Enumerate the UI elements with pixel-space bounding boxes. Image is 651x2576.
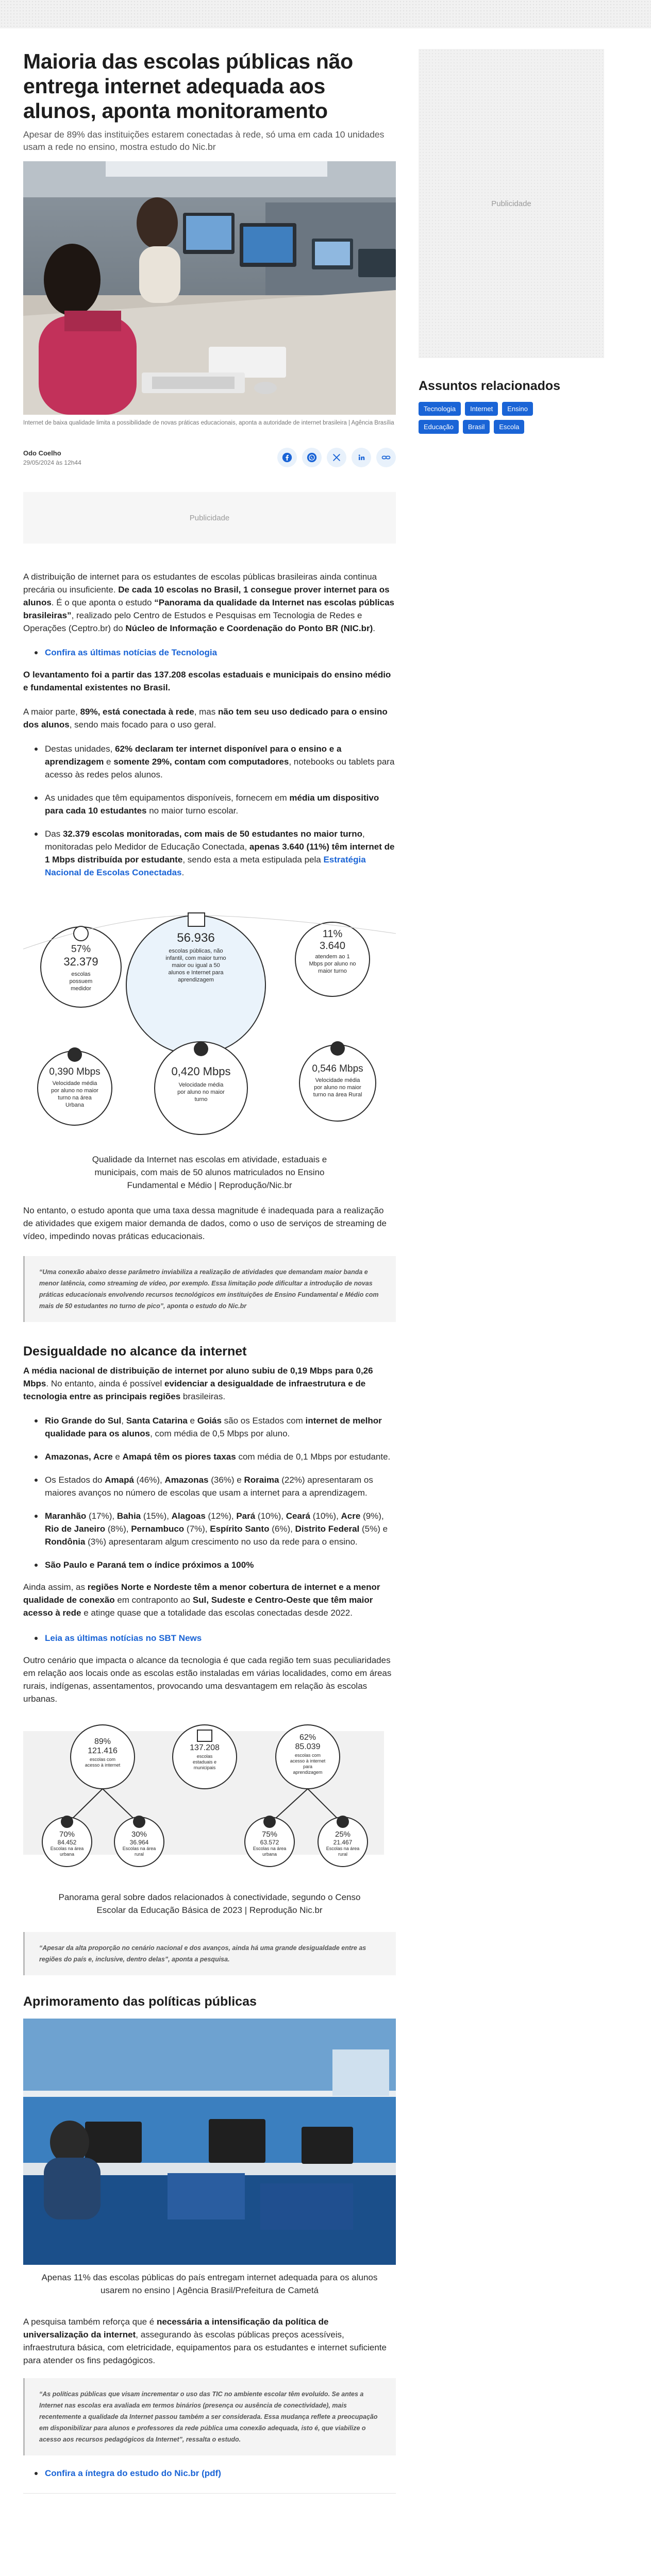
computer-lab-illustration: [23, 2019, 396, 2265]
classroom-illustration: [23, 161, 396, 415]
text: , mas: [194, 707, 218, 717]
text: e: [112, 1452, 123, 1462]
bold-text: Santa Catarina: [126, 1416, 188, 1426]
stat-average-speed: [155, 1065, 247, 1103]
link-full-study-pdf[interactable]: Confira a íntegra do estudo do Nic.br (pdf): [45, 2468, 221, 2478]
list-item: [23, 1450, 396, 1463]
text: , monitoradas pelo Medidor de Educação Conectada,: [45, 829, 365, 852]
paragraph-policy: [23, 2315, 396, 2367]
text: (6%),: [269, 1524, 295, 1534]
bold-text: A média nacional de distribuição de internet por aluno subiu de 0,19 Mbps para 0,26 Mbps: [23, 1366, 373, 1388]
text: . É o que aponta o estudo: [51, 598, 155, 607]
text: com média de 0,1 Mbps por estudante.: [236, 1452, 391, 1462]
stat-percent: 25%: [335, 1830, 351, 1839]
bullet-list-states: [23, 1414, 396, 1571]
article-body: [23, 570, 396, 2494]
paragraph-rural: Outro cenário que impacta o alcance da tecnologia é que cada região tem suas peculiaridades em relação aos locais onde as escolas estão instaladas em várias localidades, como em áreas rurais, indígenas, assentamentos, provocando uma desvantagem em relação às escolas urbanas.: [23, 1655, 392, 1704]
text: .: [373, 623, 375, 633]
farm-icon: [133, 1816, 145, 1828]
byline-row: [23, 448, 396, 467]
stat-number: 3.640: [319, 940, 346, 952]
school-icon: [188, 913, 205, 926]
stat-percent: 70%: [59, 1830, 75, 1839]
stat-label: escolas estaduais e municipais: [192, 1754, 217, 1770]
bold-text: Distrito Federal: [295, 1524, 360, 1534]
stat-meeting-goal: [295, 928, 370, 975]
text: (15%),: [141, 1511, 172, 1521]
paragraph-survey: [23, 668, 396, 694]
bold-text: apenas 3.640 (11%) têm internet de 1 Mbps distribuída por estudante: [45, 842, 395, 865]
stat-rural-access: [119, 1830, 160, 1857]
speed-icon: [194, 1042, 208, 1056]
text: Destas unidades,: [45, 744, 115, 754]
link-latest-tech-news[interactable]: Confira as últimas notícias de Tecnologia: [45, 648, 218, 657]
text: (5%) e: [359, 1524, 388, 1534]
text: brasileiras.: [180, 1392, 226, 1401]
stat-urban-speed: [38, 1066, 112, 1109]
text: (9%),: [360, 1511, 384, 1521]
infographic-connectivity-overview: [23, 1721, 396, 1891]
bold-text: Ceará: [286, 1511, 310, 1521]
list-item: [23, 1510, 396, 1548]
stat-number: 56.936: [177, 931, 215, 945]
bold-text: Bahia: [116, 1511, 141, 1521]
stat-percent: 30%: [131, 1830, 147, 1839]
school-icon: [197, 1730, 212, 1741]
stat-label: Escolas na área urbana: [253, 1846, 287, 1857]
text: (8%),: [105, 1524, 131, 1534]
stat-number: 137.208: [190, 1743, 220, 1752]
section-heading: Desigualdade no alcance da internet: [23, 1344, 247, 1359]
paragraph-national-average: [23, 1364, 396, 1403]
hero-photo: [23, 161, 396, 415]
stat-value: 0,420 Mbps: [171, 1065, 231, 1078]
top-banner-ad: [0, 0, 651, 28]
text: e: [104, 757, 114, 767]
text: , assegurando às escolas públicas preços acessíveis, infraestrutura básica, com eletricidade, equipamentos para os estudantes e internet suficiente para atender os fins pedagógicos.: [23, 2330, 387, 2365]
bold-text: 89%, está conectada à rede: [80, 707, 194, 717]
x-icon[interactable]: [327, 448, 346, 467]
inline-ad: Publicidade: [23, 492, 396, 544]
paragraph-regions: [23, 1581, 396, 1619]
list-item: [23, 1414, 396, 1440]
list-item: [23, 1473, 396, 1499]
stat-label: escolas públicas, não infantil, com maior turno maior ou igual a 50 alunos e Internet para aprendizagem: [165, 948, 226, 983]
text: (17%),: [86, 1511, 117, 1521]
bold-text: O levantamento foi a partir das 137.208 escolas estaduais e municipais do ensino médio e fundamental existentes no Brasil.: [23, 670, 391, 692]
section-heading: Aprimoramento das políticas públicas: [23, 1994, 257, 2009]
bold-text: Alagoas: [171, 1511, 206, 1521]
stat-percent: 57%: [71, 944, 91, 955]
text: As unidades que têm equipamentos disponíveis, fornecem em: [45, 793, 290, 803]
photo-caption: Apenas 11% das escolas públicas do país entregam internet adequada para os alunos usarem no ensino | Agência Brasil/Prefeitura de Cametá: [41, 2273, 378, 2295]
bold-text: Pernambuco: [131, 1524, 185, 1534]
text: (10%),: [310, 1511, 341, 1521]
stat-label: Velocidade média por aluno no maior turno na área Rural: [313, 1077, 362, 1098]
text: .: [181, 868, 185, 877]
bold-text: regiões Norte e Nordeste têm a menor cobertura de internet e a menor qualidade de conexão: [23, 1582, 380, 1605]
author-name[interactable]: Odo Coelho: [23, 449, 61, 457]
city-icon: [61, 1816, 73, 1828]
stat-urban-learning: [249, 1830, 290, 1857]
stat-value: 0,546 Mbps: [312, 1063, 363, 1074]
bold-text: Pará: [236, 1511, 256, 1521]
hero-caption: Internet de baixa qualidade limita a possibilidade de novas práticas educacionais, aponta a autoridade de internet brasileira | Agência Brasília: [23, 420, 394, 426]
stat-percent: 75%: [261, 1830, 278, 1839]
bold-text: Roraima: [244, 1475, 279, 1485]
bold-text: Rondônia: [45, 1537, 86, 1547]
bold-text: Amazonas, Acre: [45, 1452, 113, 1462]
text: A pesquisa também reforça que é: [23, 2317, 157, 2327]
tag-tecnologia[interactable]: Tecnologia: [419, 402, 461, 416]
paragraph-intro: [23, 570, 396, 635]
stat-number: 121.416: [88, 1747, 118, 1755]
facebook-icon[interactable]: [277, 448, 297, 467]
stat-number: 21.467: [333, 1839, 353, 1846]
quote-block: [23, 2378, 396, 2455]
tag-brasil[interactable]: Brasil: [463, 420, 490, 434]
stat-internet-access: [77, 1737, 128, 1768]
bold-text: Sul, Sudeste e Centro-Oeste que têm maior acesso à rede: [23, 1595, 373, 1618]
link-connected-schools-strategy[interactable]: Estratégia Nacional de Escolas Conectadas: [45, 855, 366, 877]
quote-text: “As políticas públicas que visam incrementar o uso das TIC no ambiente escolar têm evoluído. Se antes a Internet nas escolas era avaliada em termos binários (presença ou ausência de conectividade), mais recentemente a qualidade da Internet passou também a ser considerada. Essa mudança reflete a preocupação em disponibilizar para alunos e professores da rede pública uma conexão adequada, isto é, que viabilize o acesso aos recursos pedagógicos da Internet”, ressalta o estudo.: [39, 2391, 378, 2443]
list-item: [23, 742, 396, 781]
stat-rural-speed: [299, 1063, 376, 1098]
text: , com média de 0,5 Mbps por aluno.: [150, 1429, 290, 1438]
stat-label: Escolas na área rural: [122, 1846, 156, 1857]
stat-label: Velocidade média por aluno no maior turno na área Urbana: [51, 1080, 98, 1108]
article: [23, 49, 396, 2494]
list-item: [23, 791, 396, 817]
stat-label: escolas com acesso à internet: [85, 1757, 121, 1768]
paragraph-streaming: No entanto, o estudo aponta que uma taxa dessa magnitude é inadequada para a realização de atividades que exigem maior demanda de dados, como o uso de serviços de streaming de vídeo, impedindo novas práticas educacionais.: [23, 1206, 387, 1241]
bold-text: Maranhão: [45, 1511, 87, 1521]
quote-block: [23, 1932, 396, 1975]
infographic-caption: Qualidade da Internet nas escolas em atividade, estaduais e municipais, com mais de 50 alunos matriculados no Ensino Fundamental e Médio | Reprodução/Nic.br: [92, 1155, 327, 1190]
text: (7%),: [184, 1524, 210, 1534]
text: em contraponto ao: [114, 1595, 193, 1605]
stat-label: atendem ao 1 Mbps por aluno no maior turno: [309, 954, 356, 974]
infographic-internet-quality: [23, 903, 396, 1150]
bold-text: média um dispositivo para cada 10 estudantes: [45, 793, 379, 816]
divider: [23, 2493, 396, 2494]
text: (36%) e: [208, 1475, 244, 1485]
text: são os Estados com: [221, 1416, 306, 1426]
tag-escola[interactable]: Escola: [494, 420, 524, 434]
bold-text: 32.379 escolas monitoradas, com mais de 50 estudantes no maior turno: [62, 829, 363, 839]
bold-text: somente 29%, contam com computadores: [113, 757, 289, 767]
city-icon: [263, 1816, 276, 1828]
text: , realizado pelo Centro de Estudos e Pesquisas em Tecnologia de Redes e Operações (Ceptro.br) do: [23, 611, 362, 633]
bold-text: Espírito Santo: [210, 1524, 270, 1534]
text: , sendo esta a meta estipulada pela: [182, 855, 324, 865]
speed-icon: [330, 1041, 345, 1056]
bold-text: Rio Grande do Sul: [45, 1416, 122, 1426]
stat-label: escolas com acesso à internet para aprendizagem: [290, 1753, 326, 1775]
stat-total-schools: [179, 1743, 230, 1771]
bold-text: Goiás: [197, 1416, 222, 1426]
tag-ensino[interactable]: Ensino: [502, 402, 533, 416]
stat-learning-access: [282, 1733, 333, 1775]
article-photo: [23, 2019, 396, 2265]
stat-number: 63.572: [260, 1839, 279, 1846]
subtitle: Apesar de 89% das instituições estarem conectadas à rede, só uma em cada 10 unidades usam a rede no ensino, mostra estudo do Nic.br: [23, 129, 385, 152]
link-icon[interactable]: [376, 448, 396, 467]
bold-text: não tem seu uso dedicado para o ensino dos alunos: [23, 707, 388, 730]
text: Ainda assim, as: [23, 1582, 88, 1592]
text: , notebooks ou tablets para acesso às redes pelos alunos.: [45, 757, 395, 779]
stat-label: escolas possuem medidor: [69, 971, 93, 992]
quote-text: “Apesar da alta proporção no cenário nacional e dos avanços, ainda há uma grande desigualdade entre as regiões do país e, inclusive, dentro delas”, aponta a pesquisa.: [39, 1944, 366, 1963]
text: no maior turno escolar.: [146, 806, 239, 816]
stat-percent: 89%: [94, 1737, 111, 1746]
bold-text: necessária a intensificação da política de universalização da internet: [23, 2317, 329, 2340]
bold-text: De cada 10 escolas no Brasil, 1 consegue prover internet para os alunos: [23, 585, 390, 607]
stat-value: 0,390 Mbps: [49, 1066, 101, 1077]
quote-block: [23, 1256, 396, 1322]
tag-list: [419, 402, 573, 434]
stat-rural-learning: [322, 1830, 363, 1857]
stat-number: 85.039: [295, 1742, 321, 1751]
text: (12%),: [205, 1511, 237, 1521]
publish-date: 29/05/2024 às 12h44: [23, 459, 81, 466]
stat-number: 32.379: [63, 955, 98, 968]
bullet-list-stats: [23, 742, 396, 879]
text: (46%),: [133, 1475, 165, 1485]
bold-text: 62% declaram ter internet disponível para o ensino e a aprendizagem: [45, 744, 342, 767]
stat-percent: 62%: [299, 1733, 316, 1742]
related-link-list: [23, 646, 396, 659]
stat-number: 84.452: [57, 1839, 77, 1846]
share-bar: [277, 448, 396, 467]
list-item: [23, 827, 396, 879]
text: Os Estados do: [45, 1475, 105, 1485]
stat-percent: 11%: [322, 928, 343, 940]
text: (10%),: [255, 1511, 286, 1521]
stat-urban-access: [46, 1830, 88, 1857]
quote-text: “Uma conexão abaixo desse parâmetro inviabiliza a realização de atividades que demandam maior banda e menor latência, como streaming de vídeo, por exemplo. Essa limitação pode dificultar a introdução de novas práticas educacionais envolvendo recursos tecnológicos em instituições de Ensino Fundamental e Médio com mais de 50 estudantes no turno de pico”, aponta o estudo do Nic.br: [39, 1268, 379, 1310]
sidebar: [419, 49, 604, 434]
text: A distribuição de internet para os estudantes de escolas públicas brasileiras ainda continua precária ou insuficiente.: [23, 572, 377, 595]
text: , sendo mais focado para o uso geral.: [69, 720, 216, 730]
tag-internet[interactable]: Internet: [465, 402, 498, 416]
headline: Maioria das escolas públicas não entrega internet adequada aos alunos, aponta monitoramento: [23, 49, 353, 123]
bold-text: Amazonas: [164, 1475, 209, 1485]
text: ,: [121, 1416, 126, 1426]
paragraph-connected: [23, 705, 396, 731]
gauge-icon: [74, 926, 88, 941]
farm-icon: [337, 1816, 349, 1828]
bold-text: “Panorama da qualidade da Internet nas escolas públicas brasileiras”: [23, 598, 394, 620]
tag-educacao[interactable]: Educação: [419, 420, 459, 434]
text: . No entanto, ainda é possível: [46, 1379, 165, 1388]
text: (3%) apresentaram algum crescimento no uso da rede para o ensino.: [85, 1537, 358, 1547]
bold-text: Rio de Janeiro: [45, 1524, 106, 1534]
bold-text: Amapá: [105, 1475, 134, 1485]
bold-text: Amapá têm os piores taxas: [122, 1452, 236, 1462]
bold-text: Acre: [341, 1511, 361, 1521]
sidebar-ad: Publicidade: [419, 49, 604, 358]
whatsapp-icon[interactable]: [302, 448, 322, 467]
bold-text: evidenciar a desigualdade de infraestrutura e de tecnologia entre as principais regiões: [23, 1379, 366, 1401]
stat-label: Escolas na área urbana: [50, 1846, 84, 1857]
list-item: [23, 1558, 396, 1571]
infographic-caption: Panorama geral sobre dados relacionados à conectividade, segundo o Censo Escolar da Educação Básica de 2023 | Reprodução Nic.br: [58, 1892, 361, 1915]
related-link-list: [23, 2467, 396, 2480]
text: A maior parte,: [23, 707, 80, 717]
stat-label: Velocidade média por aluno no maior turno: [177, 1082, 225, 1103]
related-topics-title: Assuntos relacionados: [419, 379, 561, 393]
related-link-list: [23, 1632, 396, 1645]
text: e atinge quase que a totalidade das escolas conectadas desde 2022.: [81, 1608, 353, 1618]
text: (22%) apresentaram os maiores avanços no número de escolas que usam a internet para a aprendizagem.: [45, 1475, 373, 1498]
stat-total-schools: [149, 931, 242, 984]
bold-text: Núcleo de Informação e Coordenação do Ponto BR (NIC.br): [125, 623, 373, 633]
link-sbt-news[interactable]: Leia as últimas notícias no SBT News: [45, 1633, 202, 1643]
text: Das: [45, 829, 63, 839]
bold-text: São Paulo e Paraná tem o índice próximos a 100%: [45, 1560, 254, 1570]
text: e: [187, 1416, 197, 1426]
stat-number: 36.964: [129, 1839, 149, 1846]
speed-icon: [68, 1047, 82, 1062]
stat-metered-schools: [41, 944, 121, 992]
bold-text: internet de melhor qualidade para os alunos: [45, 1416, 382, 1438]
stat-label: Escolas na área rural: [326, 1846, 360, 1857]
linkedin-icon[interactable]: [352, 448, 371, 467]
